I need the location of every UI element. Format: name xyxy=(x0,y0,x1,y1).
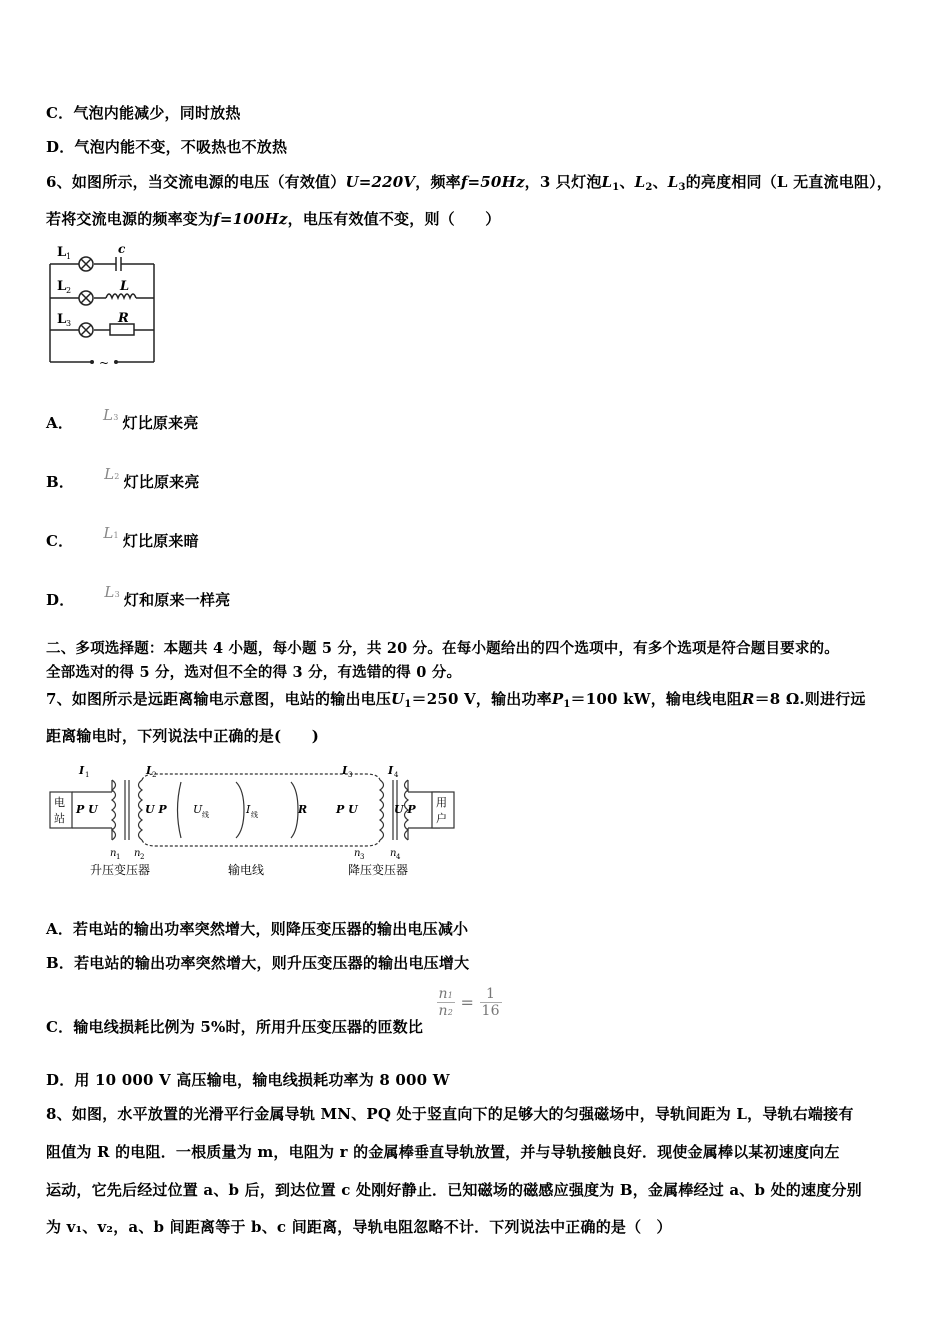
q7-ratio-eq: = xyxy=(460,993,475,1012)
q6-freq2: f=100Hz xyxy=(213,210,288,228)
q7-label-i2: I xyxy=(146,764,152,777)
q6-option-a-letter: A． xyxy=(46,414,74,432)
q5-option-c: C．气泡内能减少，同时放热 xyxy=(46,104,241,122)
q6-option-d-symbol xyxy=(104,583,119,601)
q6-freq1: f=50Hz xyxy=(460,173,525,191)
q7-option-d: D．用 10 000 V 高压输电，输电线损耗功率为 8 000 W xyxy=(46,1071,450,1089)
circuit-label-resistor: R xyxy=(118,311,129,326)
q6-option-b-symbol xyxy=(104,465,119,483)
q6-option-b-text: 灯比原来亮 xyxy=(123,473,200,491)
circuit-label-c: c xyxy=(118,242,126,256)
q7-stem-line2: 距离输电时，下列说法中正确的是( ) xyxy=(46,727,319,745)
q7-ratio-n1-sub: 1 xyxy=(447,991,454,1000)
q7-ratio-den xyxy=(437,1003,456,1019)
q7-stem-line1 xyxy=(46,688,866,710)
q6-stem-b: ，频率 xyxy=(415,173,461,191)
q7-option-a: A．若电站的输出功率突然增大，则降压变压器的输出电压减小 xyxy=(46,920,469,938)
circuit-label-l1: L xyxy=(57,245,67,260)
q6-option-c-sym: L xyxy=(103,524,114,542)
q6-l2-sub: 2 xyxy=(645,182,653,193)
q6-option-b-sub: 2 xyxy=(114,472,120,481)
q6-option-c-symbol xyxy=(103,524,118,542)
q7-label-n4: n xyxy=(390,848,397,859)
q6-option-d xyxy=(46,583,231,610)
q7-p1-sub: 1 xyxy=(563,699,571,710)
q6-l3: L xyxy=(667,173,679,191)
q7-label-iline: I xyxy=(246,803,251,816)
q7-u1-val: ＝250 V，输出功率 xyxy=(411,690,552,708)
q6-option-a-text: 灯比原来亮 xyxy=(122,414,199,432)
q6-stem-c: ，3 只灯泡 xyxy=(524,173,602,191)
q7-r: R xyxy=(741,690,755,708)
q6-l2: L xyxy=(634,173,646,191)
q7-station-label: 电 xyxy=(54,796,65,809)
q7-label-uline: U xyxy=(193,803,203,816)
q7-u1: U xyxy=(391,690,405,708)
q7-label-p1u1: P U xyxy=(76,803,98,816)
q7-label-i2-sub: 2 xyxy=(152,771,157,779)
q7-label-uline-sub: 线 xyxy=(202,811,209,819)
q6-stem-a: 6、如图所示，当交流电源的电压（有效值） xyxy=(46,173,346,191)
q7-label-n1: n xyxy=(110,848,117,859)
q7-r-val: ＝8 Ω.则进行远 xyxy=(754,690,866,708)
q6-circuit-diagram xyxy=(44,240,164,372)
q7-ratio-value-den: 16 xyxy=(481,1003,500,1019)
q6-option-b-letter: B． xyxy=(46,473,75,491)
q7-label-i4-sub: 4 xyxy=(394,771,399,779)
q7-label-iline-sub: 线 xyxy=(251,811,258,819)
q7-ratio-value xyxy=(480,986,502,1019)
q7-ratio-fraction xyxy=(437,986,456,1019)
q7-label-n3: n xyxy=(354,848,361,859)
q7-label-i3: I xyxy=(342,764,348,777)
q6-option-b xyxy=(46,465,200,492)
q6-l3-sub: 3 xyxy=(678,182,686,193)
q7-label-i1: I xyxy=(79,764,85,777)
q7-label-up-transformer: 升压变压器 xyxy=(90,863,151,877)
q6-option-a-sub: 3 xyxy=(113,413,119,422)
q7-label-n4-sub: 4 xyxy=(396,853,401,861)
q7-p1-val: ＝100 kW，输电线电阻 xyxy=(570,690,742,708)
q6-option-a xyxy=(46,406,199,433)
q6-option-c xyxy=(46,524,199,551)
q6-line2-a: 若将交流电源的频率变为 xyxy=(46,210,214,228)
q7-ratio-n2-sub: 2 xyxy=(447,1008,454,1017)
q7-label-i1-sub: 1 xyxy=(85,771,90,779)
q7-stem-a: 7、如图所示是远距离输电示意图，电站的输出电压 xyxy=(46,690,392,708)
q6-option-b-sym: L xyxy=(104,465,115,483)
q6-voltage: U=220V xyxy=(345,173,416,191)
q8-line4: 为 v₁、v₂，a、b 间距离等于 b、c 间距离，导轨电阻忽略不计．下列说法中正确的是（ ） xyxy=(46,1218,672,1236)
circuit-sub2: 2 xyxy=(66,286,72,295)
q7-u1-sub: 1 xyxy=(404,699,412,710)
q7-ratio-n2: n xyxy=(438,1003,448,1019)
q6-l1-sub: 1 xyxy=(612,182,620,193)
q7-ratio-num xyxy=(437,986,456,1003)
q6-option-c-letter: C． xyxy=(46,532,74,550)
q5-option-d: D．气泡内能不变，不吸热也不放热 xyxy=(46,138,288,156)
q7-station-label2: 站 xyxy=(54,812,65,825)
q7-ratio-value-num: 1 xyxy=(480,986,502,1003)
circuit-sub3: 3 xyxy=(66,319,72,328)
q7-label-transmission-line: 输电线 xyxy=(228,863,265,877)
q7-label-i4: I xyxy=(388,764,394,777)
circuit-label-l2: L xyxy=(57,279,67,294)
q6-option-a-symbol xyxy=(103,406,118,424)
q7-label-r: R xyxy=(298,803,308,816)
section2-line1: 二、多项选择题：本题共 4 小题，每小题 5 分，共 20 分。在每小题给出的四个选项中，有多个选项是符合题目要求的。 xyxy=(46,640,839,657)
q6-option-d-sym: L xyxy=(104,583,115,601)
circuit-label-inductor: L xyxy=(120,279,130,294)
ac-terminal-left xyxy=(90,360,94,364)
q7-p1: P xyxy=(551,690,564,708)
circuit-label-l3: L xyxy=(57,312,67,327)
q7-ratio-n1: n xyxy=(438,986,448,1002)
section2-line2: 全部选对的得 5 分，选对但不全的得 3 分，有选错的得 0 分。 xyxy=(46,664,462,681)
q8-line1: 8、如图，水平放置的光滑平行金属导轨 MN、PQ 处于竖直向下的足够大的匀强磁场中，导轨间距为 L，导轨右端接有 xyxy=(46,1105,854,1123)
circuit-ac-symbol: ~ xyxy=(99,356,110,370)
q7-label-n1-sub: 1 xyxy=(116,853,121,861)
q8-line2: 阻值为 R 的电阻．一根质量为 m，电阻为 r 的金属棒垂直导轨放置，并与导轨接触良好．现使金属棒以某初速度向左 xyxy=(46,1143,840,1161)
q6-option-d-text: 灯和原来一样亮 xyxy=(123,591,231,609)
q7-transmission-diagram xyxy=(46,760,466,882)
q7-option-b: B．若电站的输出功率突然增大，则升压变压器的输出电压增大 xyxy=(46,954,470,972)
q7-label-u4p4: U P xyxy=(394,803,416,816)
ac-terminal-right xyxy=(114,360,118,364)
q7-label-p3u3: P U xyxy=(336,803,358,816)
q6-stem-e: L 无直流电阻）， xyxy=(776,173,892,191)
q7-label-down-transformer: 降压变压器 xyxy=(348,863,409,877)
q6-option-c-text: 灯比原来暗 xyxy=(122,532,199,550)
q7-option-c-text: C．输电线损耗比例为 5%时，所用升压变压器的匝数比 xyxy=(46,1017,424,1036)
q6-line2-b: ，电压有效值不变，则（ ） xyxy=(287,210,501,228)
q7-user-label: 用 xyxy=(436,796,447,809)
q7-label-n3-sub: 3 xyxy=(360,853,365,861)
circuit-sub1: 1 xyxy=(66,252,72,261)
q7-label-i3-sub: 3 xyxy=(348,771,353,779)
q6-option-d-sub: 3 xyxy=(114,590,120,599)
q6-option-c-sub: 1 xyxy=(113,531,119,540)
q7-user-label2: 户 xyxy=(436,812,447,825)
q6-option-a-sym: L xyxy=(103,406,114,424)
q6-l1: L xyxy=(601,173,613,191)
q8-line3: 运动，它先后经过位置 a、b 后，到达位置 c 处刚好静止．已知磁场的磁感应强度为 B，金属棒经过 a、b 处的速度分别 xyxy=(46,1181,862,1199)
q7-label-u2p2: U P xyxy=(145,803,167,816)
q6-stem-line2 xyxy=(46,208,500,229)
q7-label-n2-sub: 2 xyxy=(140,853,145,861)
q6-stem-line1: 6、如图所示，当交流电源的电压（有效值）U=220V，频率f=50Hz，3 只灯泡$L_1$、$L_2$、$L_3$的亮度相同（L 无直流电阻）， xyxy=(46,173,892,193)
q6-stem-d: 的亮度相同（ xyxy=(685,173,777,191)
q6-option-d-letter: D． xyxy=(46,591,75,609)
q7-option-c xyxy=(46,986,502,1036)
q7-label-n2: n xyxy=(134,848,141,859)
